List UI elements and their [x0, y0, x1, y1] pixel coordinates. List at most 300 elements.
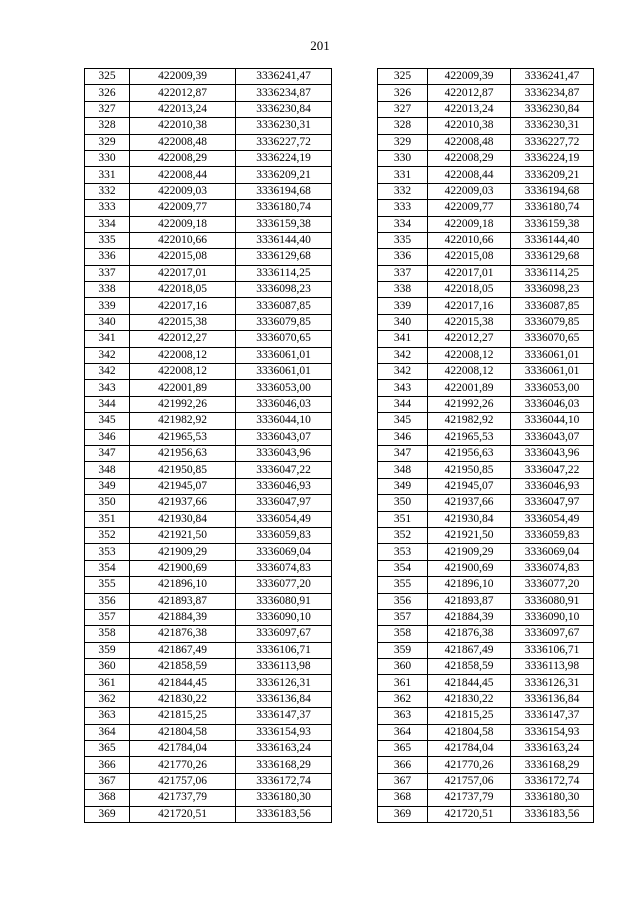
y-coordinate-cell: 3336230,31: [511, 118, 594, 134]
point-number-cell: 333: [85, 200, 130, 216]
table-row: [85, 200, 332, 216]
table-row: [85, 790, 332, 806]
table-row: [378, 773, 594, 789]
table-row: [85, 167, 332, 183]
x-coordinate-cell: 421737,79: [428, 790, 511, 806]
coordinates-table-left: [84, 68, 332, 823]
table-row: [378, 741, 594, 757]
y-coordinate-cell: 3336180,74: [511, 200, 594, 216]
point-number-cell: 331: [378, 167, 428, 183]
x-coordinate-cell: 422015,08: [428, 249, 511, 265]
y-coordinate-cell: 3336053,00: [236, 380, 332, 396]
y-coordinate-cell: 3336209,21: [511, 167, 594, 183]
x-coordinate-cell: 422001,89: [130, 380, 236, 396]
table-row: [85, 265, 332, 281]
table-row: [378, 265, 594, 281]
point-number-cell: 349: [85, 478, 130, 494]
y-coordinate-cell: 3336061,01: [236, 364, 332, 380]
y-coordinate-cell: 3336053,00: [511, 380, 594, 396]
table-row: [85, 577, 332, 593]
x-coordinate-cell: 422008,12: [130, 347, 236, 363]
point-number-cell: 356: [85, 593, 130, 609]
x-coordinate-cell: 421900,69: [130, 560, 236, 576]
y-coordinate-cell: 3336163,24: [511, 741, 594, 757]
table-row: [378, 445, 594, 461]
y-coordinate-cell: 3336098,23: [236, 282, 332, 298]
point-number-cell: 334: [85, 216, 130, 232]
y-coordinate-cell: 3336180,30: [511, 790, 594, 806]
table-row: [85, 659, 332, 675]
x-coordinate-cell: 421757,06: [130, 773, 236, 789]
x-coordinate-cell: 422008,44: [428, 167, 511, 183]
point-number-cell: 363: [378, 708, 428, 724]
table-row: [378, 577, 594, 593]
x-coordinate-cell: 421720,51: [428, 806, 511, 822]
table-row: [378, 150, 594, 166]
x-coordinate-cell: 421720,51: [130, 806, 236, 822]
point-number-cell: 354: [85, 560, 130, 576]
x-coordinate-cell: 421830,22: [130, 691, 236, 707]
y-coordinate-cell: 3336230,84: [236, 101, 332, 117]
table-row: [378, 429, 594, 445]
y-coordinate-cell: 3336136,84: [236, 691, 332, 707]
point-number-cell: 346: [378, 429, 428, 445]
x-coordinate-cell: 422009,39: [130, 69, 236, 85]
point-number-cell: 356: [378, 593, 428, 609]
point-number-cell: 347: [378, 445, 428, 461]
x-coordinate-cell: 421876,38: [428, 626, 511, 642]
y-coordinate-cell: 3336147,37: [511, 708, 594, 724]
y-coordinate-cell: 3336114,25: [236, 265, 332, 281]
y-coordinate-cell: 3336046,93: [236, 478, 332, 494]
table-row: [378, 200, 594, 216]
table-row: [378, 298, 594, 314]
x-coordinate-cell: 421950,85: [130, 462, 236, 478]
y-coordinate-cell: 3336077,20: [236, 577, 332, 593]
y-coordinate-cell: 3336129,68: [236, 249, 332, 265]
x-coordinate-cell: 422017,01: [428, 265, 511, 281]
x-coordinate-cell: 421896,10: [130, 577, 236, 593]
point-number-cell: 367: [378, 773, 428, 789]
table-row: [85, 691, 332, 707]
x-coordinate-cell: 422008,29: [130, 150, 236, 166]
point-number-cell: 325: [378, 69, 428, 85]
table-row: [378, 69, 594, 85]
table-row: [378, 708, 594, 724]
y-coordinate-cell: 3336230,84: [511, 101, 594, 117]
point-number-cell: 344: [85, 396, 130, 412]
point-number-cell: 358: [85, 626, 130, 642]
x-coordinate-cell: 422009,39: [428, 69, 511, 85]
y-coordinate-cell: 3336046,93: [511, 478, 594, 494]
y-coordinate-cell: 3336090,10: [236, 609, 332, 625]
point-number-cell: 359: [85, 642, 130, 658]
point-number-cell: 353: [85, 544, 130, 560]
y-coordinate-cell: 3336183,56: [511, 806, 594, 822]
x-coordinate-cell: 421844,45: [428, 675, 511, 691]
point-number-cell: 347: [85, 445, 130, 461]
table-body-right: [378, 69, 594, 823]
table-row: [378, 642, 594, 658]
table-row: [378, 282, 594, 298]
point-number-cell: 361: [378, 675, 428, 691]
x-coordinate-cell: 422012,87: [428, 85, 511, 101]
x-coordinate-cell: 421804,58: [130, 724, 236, 740]
x-coordinate-cell: 422018,05: [428, 282, 511, 298]
y-coordinate-cell: 3336043,96: [511, 445, 594, 461]
point-number-cell: 335: [378, 232, 428, 248]
y-coordinate-cell: 3336047,97: [511, 495, 594, 511]
y-coordinate-cell: 3336043,96: [236, 445, 332, 461]
x-coordinate-cell: 422015,38: [428, 314, 511, 330]
table-row: [378, 560, 594, 576]
y-coordinate-cell: 3336154,93: [511, 724, 594, 740]
table-row: [85, 757, 332, 773]
table-row: [85, 183, 332, 199]
x-coordinate-cell: 421992,26: [428, 396, 511, 412]
table-row: [85, 560, 332, 576]
table-row: [378, 249, 594, 265]
y-coordinate-cell: 3336234,87: [236, 85, 332, 101]
x-coordinate-cell: 422009,03: [130, 183, 236, 199]
x-coordinate-cell: 421930,84: [428, 511, 511, 527]
point-number-cell: 369: [378, 806, 428, 822]
table-row: [85, 413, 332, 429]
y-coordinate-cell: 3336106,71: [511, 642, 594, 658]
x-coordinate-cell: 422008,44: [130, 167, 236, 183]
table-row: [378, 659, 594, 675]
point-number-cell: 348: [85, 462, 130, 478]
x-coordinate-cell: 421815,25: [130, 708, 236, 724]
x-coordinate-cell: 422010,66: [130, 232, 236, 248]
point-number-cell: 363: [85, 708, 130, 724]
point-number-cell: 332: [378, 183, 428, 199]
y-coordinate-cell: 3336069,04: [236, 544, 332, 560]
x-coordinate-cell: 421921,50: [130, 527, 236, 543]
y-coordinate-cell: 3336061,01: [511, 347, 594, 363]
table-row: [378, 527, 594, 543]
x-coordinate-cell: 422012,87: [130, 85, 236, 101]
x-coordinate-cell: 421867,49: [130, 642, 236, 658]
table-row: [378, 183, 594, 199]
table-row: [378, 757, 594, 773]
point-number-cell: 342: [378, 364, 428, 380]
point-number-cell: 325: [85, 69, 130, 85]
table-row: [85, 396, 332, 412]
point-number-cell: 358: [378, 626, 428, 642]
x-coordinate-cell: 421844,45: [130, 675, 236, 691]
table-row: [378, 118, 594, 134]
point-number-cell: 362: [378, 691, 428, 707]
point-number-cell: 351: [378, 511, 428, 527]
point-number-cell: 352: [85, 527, 130, 543]
y-coordinate-cell: 3336129,68: [511, 249, 594, 265]
table-row: [378, 167, 594, 183]
table-row: [378, 593, 594, 609]
point-number-cell: 330: [378, 150, 428, 166]
point-number-cell: 336: [85, 249, 130, 265]
table-row: [85, 347, 332, 363]
table-row: [378, 85, 594, 101]
y-coordinate-cell: 3336227,72: [236, 134, 332, 150]
point-number-cell: 331: [85, 167, 130, 183]
y-coordinate-cell: 3336147,37: [236, 708, 332, 724]
point-number-cell: 328: [85, 118, 130, 134]
point-number-cell: 355: [85, 577, 130, 593]
y-coordinate-cell: 3336180,74: [236, 200, 332, 216]
y-coordinate-cell: 3336098,23: [511, 282, 594, 298]
x-coordinate-cell: 422018,05: [130, 282, 236, 298]
x-coordinate-cell: 422008,29: [428, 150, 511, 166]
table-row: [85, 511, 332, 527]
table-row: [378, 216, 594, 232]
point-number-cell: 368: [85, 790, 130, 806]
table-row: [378, 462, 594, 478]
x-coordinate-cell: 422017,16: [428, 298, 511, 314]
x-coordinate-cell: 421930,84: [130, 511, 236, 527]
y-coordinate-cell: 3336194,68: [236, 183, 332, 199]
table-row: [85, 249, 332, 265]
y-coordinate-cell: 3336070,65: [511, 331, 594, 347]
point-number-cell: 357: [378, 609, 428, 625]
x-coordinate-cell: 421893,87: [130, 593, 236, 609]
x-coordinate-cell: 421982,92: [130, 413, 236, 429]
y-coordinate-cell: 3336047,22: [511, 462, 594, 478]
y-coordinate-cell: 3336227,72: [511, 134, 594, 150]
y-coordinate-cell: 3336047,22: [236, 462, 332, 478]
y-coordinate-cell: 3336168,29: [236, 757, 332, 773]
x-coordinate-cell: 421982,92: [428, 413, 511, 429]
y-coordinate-cell: 3336172,74: [511, 773, 594, 789]
table-row: [378, 134, 594, 150]
table-row: [85, 101, 332, 117]
table-row: [85, 134, 332, 150]
y-coordinate-cell: 3336087,85: [236, 298, 332, 314]
point-number-cell: 328: [378, 118, 428, 134]
x-coordinate-cell: 421909,29: [130, 544, 236, 560]
x-coordinate-cell: 421945,07: [130, 478, 236, 494]
table-row: [85, 364, 332, 380]
table-row: [378, 626, 594, 642]
point-number-cell: 345: [378, 413, 428, 429]
y-coordinate-cell: 3336079,85: [511, 314, 594, 330]
y-coordinate-cell: 3336126,31: [511, 675, 594, 691]
x-coordinate-cell: 421937,66: [428, 495, 511, 511]
point-number-cell: 327: [378, 101, 428, 117]
y-coordinate-cell: 3336087,85: [511, 298, 594, 314]
x-coordinate-cell: 421965,53: [130, 429, 236, 445]
table-row: [85, 216, 332, 232]
point-number-cell: 342: [378, 347, 428, 363]
point-number-cell: 334: [378, 216, 428, 232]
table-row: [85, 642, 332, 658]
table-row: [378, 364, 594, 380]
x-coordinate-cell: 421956,63: [428, 445, 511, 461]
x-coordinate-cell: 422010,38: [428, 118, 511, 134]
table-row: [85, 544, 332, 560]
x-coordinate-cell: 421867,49: [428, 642, 511, 658]
table-row: [378, 609, 594, 625]
y-coordinate-cell: 3336241,47: [236, 69, 332, 85]
table-body-left: [85, 69, 332, 823]
x-coordinate-cell: 422013,24: [130, 101, 236, 117]
y-coordinate-cell: 3336183,56: [236, 806, 332, 822]
y-coordinate-cell: 3336113,98: [511, 659, 594, 675]
point-number-cell: 346: [85, 429, 130, 445]
point-number-cell: 341: [85, 331, 130, 347]
point-number-cell: 362: [85, 691, 130, 707]
point-number-cell: 337: [85, 265, 130, 281]
x-coordinate-cell: 421992,26: [130, 396, 236, 412]
table-row: [85, 331, 332, 347]
y-coordinate-cell: 3336126,31: [236, 675, 332, 691]
x-coordinate-cell: 422015,08: [130, 249, 236, 265]
y-coordinate-cell: 3336241,47: [511, 69, 594, 85]
page-number: 201: [310, 38, 330, 53]
y-coordinate-cell: 3336059,83: [511, 527, 594, 543]
y-coordinate-cell: 3336059,83: [236, 527, 332, 543]
point-number-cell: 351: [85, 511, 130, 527]
y-coordinate-cell: 3336097,67: [236, 626, 332, 642]
point-number-cell: 350: [85, 495, 130, 511]
x-coordinate-cell: 421858,59: [130, 659, 236, 675]
point-number-cell: 327: [85, 101, 130, 117]
point-number-cell: 341: [378, 331, 428, 347]
y-coordinate-cell: 3336054,49: [511, 511, 594, 527]
point-number-cell: 344: [378, 396, 428, 412]
x-coordinate-cell: 422010,66: [428, 232, 511, 248]
point-number-cell: 349: [378, 478, 428, 494]
table-row: [378, 675, 594, 691]
y-coordinate-cell: 3336224,19: [236, 150, 332, 166]
table-row: [85, 380, 332, 396]
x-coordinate-cell: 422008,48: [428, 134, 511, 150]
x-coordinate-cell: 421965,53: [428, 429, 511, 445]
point-number-cell: 366: [85, 757, 130, 773]
point-number-cell: 333: [378, 200, 428, 216]
y-coordinate-cell: 3336074,83: [511, 560, 594, 576]
point-number-cell: 329: [378, 134, 428, 150]
point-number-cell: 365: [378, 741, 428, 757]
table-row: [85, 806, 332, 822]
x-coordinate-cell: 421757,06: [428, 773, 511, 789]
x-coordinate-cell: 422001,89: [428, 380, 511, 396]
table-row: [85, 462, 332, 478]
table-row: [85, 298, 332, 314]
point-number-cell: 338: [378, 282, 428, 298]
table-row: [85, 85, 332, 101]
x-coordinate-cell: 422009,18: [428, 216, 511, 232]
y-coordinate-cell: 3336061,01: [236, 347, 332, 363]
point-number-cell: 353: [378, 544, 428, 560]
x-coordinate-cell: 422015,38: [130, 314, 236, 330]
table-row: [378, 724, 594, 740]
table-row: [85, 708, 332, 724]
table-row: [85, 609, 332, 625]
point-number-cell: 342: [85, 347, 130, 363]
point-number-cell: 352: [378, 527, 428, 543]
y-coordinate-cell: 3336090,10: [511, 609, 594, 625]
table-row: [85, 675, 332, 691]
point-number-cell: 345: [85, 413, 130, 429]
table-row: [85, 282, 332, 298]
y-coordinate-cell: 3336172,74: [236, 773, 332, 789]
x-coordinate-cell: 422009,03: [428, 183, 511, 199]
point-number-cell: 350: [378, 495, 428, 511]
table-row: [85, 626, 332, 642]
point-number-cell: 365: [85, 741, 130, 757]
point-number-cell: 360: [378, 659, 428, 675]
y-coordinate-cell: 3336043,07: [511, 429, 594, 445]
y-coordinate-cell: 3336180,30: [236, 790, 332, 806]
y-coordinate-cell: 3336113,98: [236, 659, 332, 675]
coordinates-table-right: [377, 68, 594, 823]
y-coordinate-cell: 3336114,25: [511, 265, 594, 281]
table-row: [85, 232, 332, 248]
table-row: [85, 118, 332, 134]
point-number-cell: 367: [85, 773, 130, 789]
y-coordinate-cell: 3336154,93: [236, 724, 332, 740]
point-number-cell: 332: [85, 183, 130, 199]
point-number-cell: 343: [378, 380, 428, 396]
x-coordinate-cell: 422009,77: [130, 200, 236, 216]
x-coordinate-cell: 421784,04: [130, 741, 236, 757]
x-coordinate-cell: 422008,12: [428, 364, 511, 380]
point-number-cell: 326: [378, 85, 428, 101]
point-number-cell: 360: [85, 659, 130, 675]
x-coordinate-cell: 421815,25: [428, 708, 511, 724]
x-coordinate-cell: 421784,04: [428, 741, 511, 757]
table-row: [378, 331, 594, 347]
table-row: [85, 478, 332, 494]
table-row: [378, 478, 594, 494]
table-row: [378, 544, 594, 560]
y-coordinate-cell: 3336047,97: [236, 495, 332, 511]
y-coordinate-cell: 3336080,91: [236, 593, 332, 609]
point-number-cell: 330: [85, 150, 130, 166]
y-coordinate-cell: 3336074,83: [236, 560, 332, 576]
x-coordinate-cell: 421770,26: [428, 757, 511, 773]
point-number-cell: 348: [378, 462, 428, 478]
table-row: [378, 101, 594, 117]
y-coordinate-cell: 3336070,65: [236, 331, 332, 347]
x-coordinate-cell: 422008,48: [130, 134, 236, 150]
y-coordinate-cell: 3336046,03: [236, 396, 332, 412]
x-coordinate-cell: 421937,66: [130, 495, 236, 511]
point-number-cell: 369: [85, 806, 130, 822]
x-coordinate-cell: 421956,63: [130, 445, 236, 461]
table-row: [378, 232, 594, 248]
y-coordinate-cell: 3336234,87: [511, 85, 594, 101]
point-number-cell: 336: [378, 249, 428, 265]
table-row: [378, 495, 594, 511]
table-row: [378, 396, 594, 412]
table-row: [85, 429, 332, 445]
x-coordinate-cell: 422010,38: [130, 118, 236, 134]
x-coordinate-cell: 421893,87: [428, 593, 511, 609]
y-coordinate-cell: 3336080,91: [511, 593, 594, 609]
point-number-cell: 364: [85, 724, 130, 740]
y-coordinate-cell: 3336097,67: [511, 626, 594, 642]
x-coordinate-cell: 422008,12: [428, 347, 511, 363]
x-coordinate-cell: 421876,38: [130, 626, 236, 642]
table-row: [85, 150, 332, 166]
y-coordinate-cell: 3336106,71: [236, 642, 332, 658]
table-row: [85, 445, 332, 461]
y-coordinate-cell: 3336046,03: [511, 396, 594, 412]
point-number-cell: 337: [378, 265, 428, 281]
y-coordinate-cell: 3336136,84: [511, 691, 594, 707]
